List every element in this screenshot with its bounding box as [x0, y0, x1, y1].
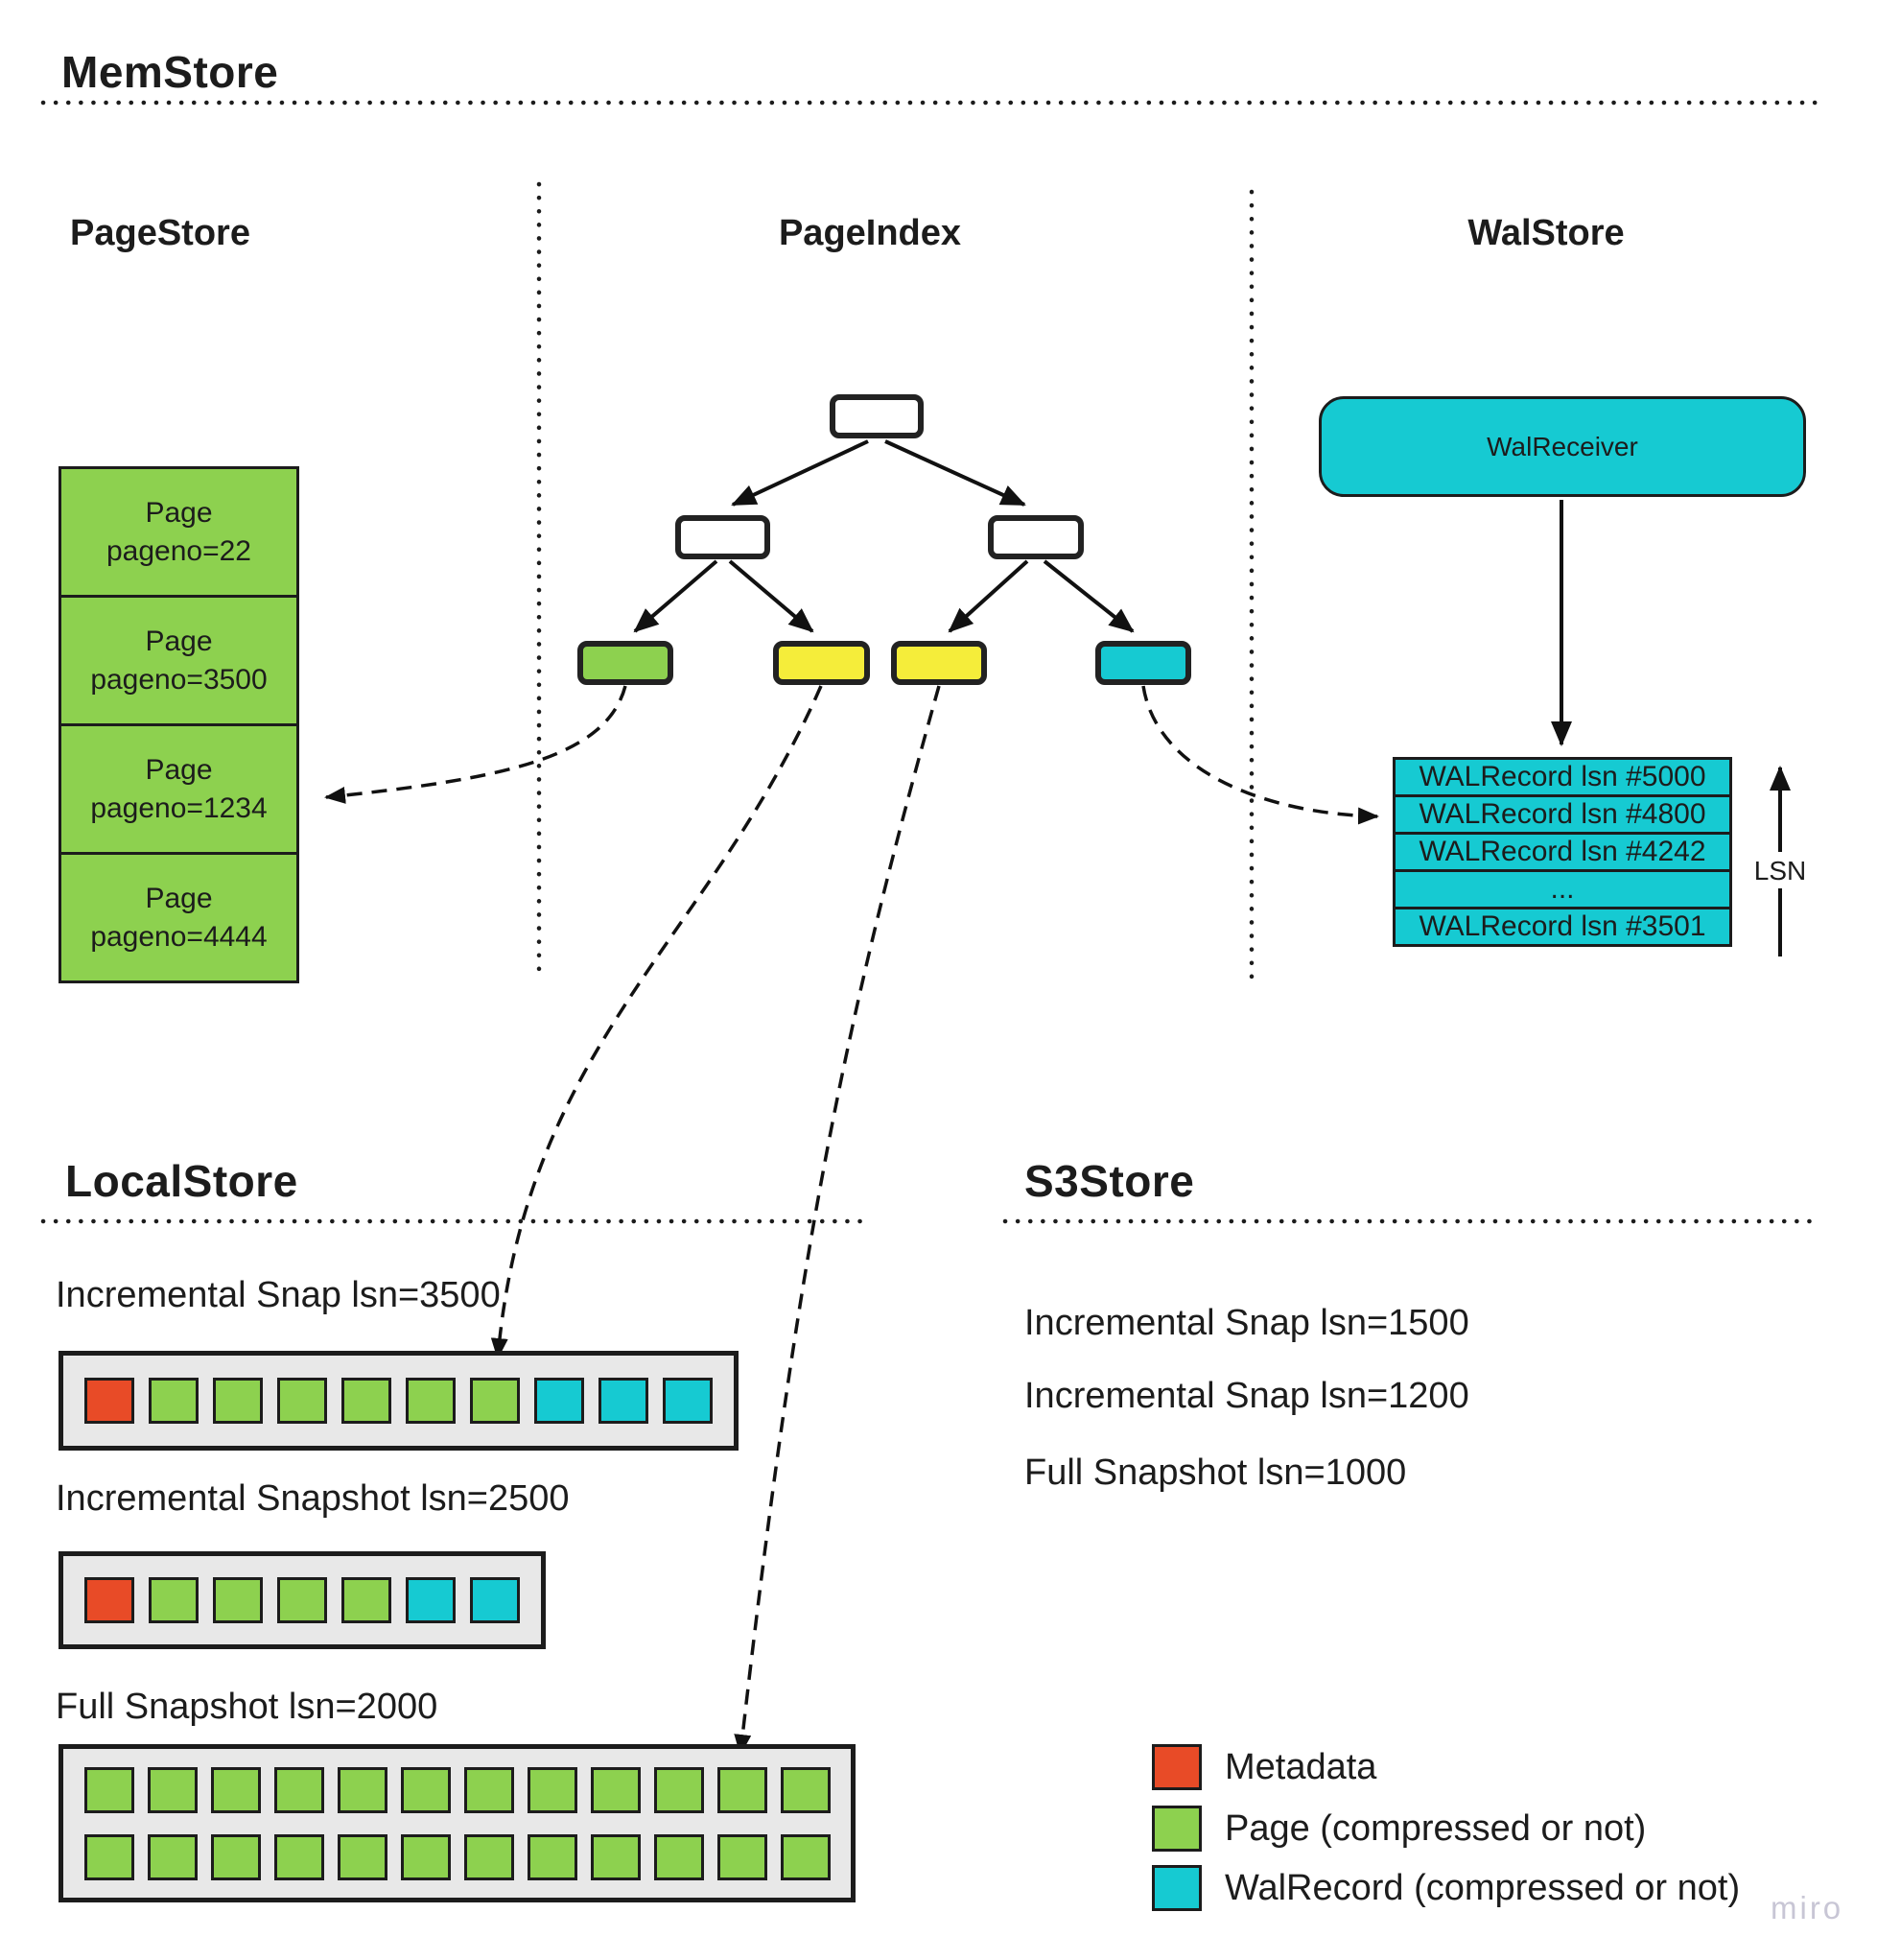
cell-walrecord — [598, 1378, 648, 1424]
cell-page — [781, 1834, 831, 1880]
cell-page — [274, 1767, 324, 1813]
tree-edge-right-cyan — [1044, 561, 1133, 631]
s3store-title: S3Store — [1024, 1156, 1195, 1206]
s3-incremental-snap-1200: Incremental Snap lsn=1200 — [1024, 1376, 1469, 1416]
cell-walrecord — [663, 1378, 713, 1424]
legend-item-page — [1152, 1806, 1646, 1852]
cell-metadata — [84, 1577, 134, 1623]
full-snapshot-2000-box — [59, 1744, 856, 1902]
dashed-arrow-cyan-leaf-to-walstack — [1143, 686, 1377, 816]
dashed-arrow-yellow-leaf-to-full-snapshot — [740, 686, 939, 1754]
cell-page — [338, 1834, 387, 1880]
memstore-title: MemStore — [61, 47, 279, 97]
localstore-title: LocalStore — [65, 1156, 298, 1206]
cell-page — [528, 1767, 577, 1813]
tree-leaf-snapshot-1 — [773, 641, 870, 685]
tree-edge-root-right — [885, 441, 1024, 505]
tree-root-node — [830, 394, 924, 438]
incremental-snap-3500-box — [59, 1351, 739, 1451]
cell-page — [470, 1378, 520, 1424]
cell-page — [149, 1378, 199, 1424]
page-cell — [59, 852, 299, 983]
cell-page — [341, 1378, 391, 1424]
miro-watermark: miro — [1771, 1890, 1844, 1925]
walreceiver-label: WalReceiver — [1487, 431, 1638, 461]
cell-page — [213, 1378, 263, 1424]
cell-walrecord — [406, 1577, 456, 1623]
cell-page — [148, 1767, 198, 1813]
page-cell-type: Page — [145, 625, 213, 657]
walstore-heading: WalStore — [1467, 213, 1625, 253]
tree-edge-right-yellow — [950, 561, 1027, 631]
cell-page — [654, 1767, 704, 1813]
lsn-axis-label: LSN — [1750, 854, 1810, 888]
walreceiver-box — [1319, 396, 1806, 497]
incremental-snapshot-2500-label: Incremental Snapshot lsn=2500 — [56, 1478, 570, 1519]
pagestore-heading: PageStore — [70, 213, 250, 253]
cell-page — [591, 1834, 641, 1880]
dashed-arrow-green-leaf-to-pagestore — [326, 686, 625, 797]
page-cell — [59, 723, 299, 855]
legend-swatch-metadata — [1152, 1744, 1202, 1790]
legend-item-walrecord — [1152, 1865, 1740, 1911]
cell-page — [717, 1767, 767, 1813]
cell-page — [591, 1767, 641, 1813]
tree-leaf-page — [577, 641, 673, 685]
walrecord-row: ... — [1393, 869, 1732, 909]
cell-page — [274, 1834, 324, 1880]
tree-leaf-snapshot-2 — [891, 641, 987, 685]
incremental-snap-3500-label: Incremental Snap lsn=3500 — [56, 1275, 501, 1315]
cell-page — [528, 1834, 577, 1880]
cell-metadata — [84, 1378, 134, 1424]
cell-page — [149, 1577, 199, 1623]
full-snapshot-row-1 — [84, 1767, 830, 1813]
page-cell — [59, 466, 299, 598]
cell-page — [781, 1767, 831, 1813]
page-cell-pageno: pageno=22 — [106, 534, 251, 567]
full-snapshot-2000-label: Full Snapshot lsn=2000 — [56, 1687, 438, 1727]
walrecord-stack — [1393, 757, 1732, 947]
cell-page — [341, 1577, 391, 1623]
page-cell-pageno: pageno=3500 — [90, 663, 268, 696]
page-cell-pageno: pageno=4444 — [90, 920, 268, 953]
legend-item-metadata — [1152, 1744, 1376, 1790]
cell-page — [338, 1767, 387, 1813]
legend-swatch-page — [1152, 1806, 1202, 1852]
cell-page — [211, 1834, 261, 1880]
pagestore-stack — [59, 466, 299, 983]
tree-edge-root-left — [733, 441, 868, 505]
walrecord-row: WALRecord lsn #5000 — [1393, 757, 1732, 797]
pageindex-heading: PageIndex — [778, 213, 962, 253]
s3-incremental-snap-1500: Incremental Snap lsn=1500 — [1024, 1303, 1469, 1343]
legend-label-page: Page (compressed or not) — [1225, 1807, 1647, 1849]
dashed-arrow-yellow-leaf-to-incremental-snap — [498, 686, 821, 1358]
legend-label-metadata: Metadata — [1225, 1746, 1377, 1787]
tree-internal-node-left — [675, 515, 770, 559]
cell-page — [84, 1834, 134, 1880]
cell-page — [148, 1834, 198, 1880]
legend-swatch-walrecord — [1152, 1865, 1202, 1911]
tree-edge-left-green — [635, 561, 716, 631]
page-cell-type: Page — [145, 882, 213, 914]
cell-page — [401, 1834, 451, 1880]
page-cell-type: Page — [145, 496, 213, 529]
cell-page — [717, 1834, 767, 1880]
page-cell-type: Page — [145, 753, 213, 786]
cell-page — [406, 1378, 456, 1424]
page-cell — [59, 595, 299, 726]
walrecord-row: WALRecord lsn #4800 — [1393, 794, 1732, 835]
cell-walrecord — [534, 1378, 584, 1424]
cell-page — [464, 1767, 514, 1813]
cell-page — [213, 1577, 263, 1623]
cell-walrecord — [470, 1577, 520, 1623]
tree-edge-left-yellow — [730, 561, 812, 631]
tree-internal-node-right — [988, 515, 1084, 559]
s3-full-snapshot-1000: Full Snapshot lsn=1000 — [1024, 1452, 1407, 1493]
walrecord-row: WALRecord lsn #3501 — [1393, 907, 1732, 947]
cell-page — [401, 1767, 451, 1813]
full-snapshot-row-2 — [84, 1834, 830, 1880]
cell-page — [654, 1834, 704, 1880]
cell-page — [277, 1378, 327, 1424]
legend-label-walrecord: WalRecord (compressed or not) — [1225, 1867, 1741, 1908]
cell-page — [84, 1767, 134, 1813]
cell-page — [211, 1767, 261, 1813]
incremental-snapshot-2500-box — [59, 1551, 546, 1649]
walrecord-row: WALRecord lsn #4242 — [1393, 832, 1732, 872]
cell-page — [464, 1834, 514, 1880]
tree-leaf-walrecord — [1095, 641, 1191, 685]
page-cell-pageno: pageno=1234 — [90, 791, 268, 824]
cell-page — [277, 1577, 327, 1623]
